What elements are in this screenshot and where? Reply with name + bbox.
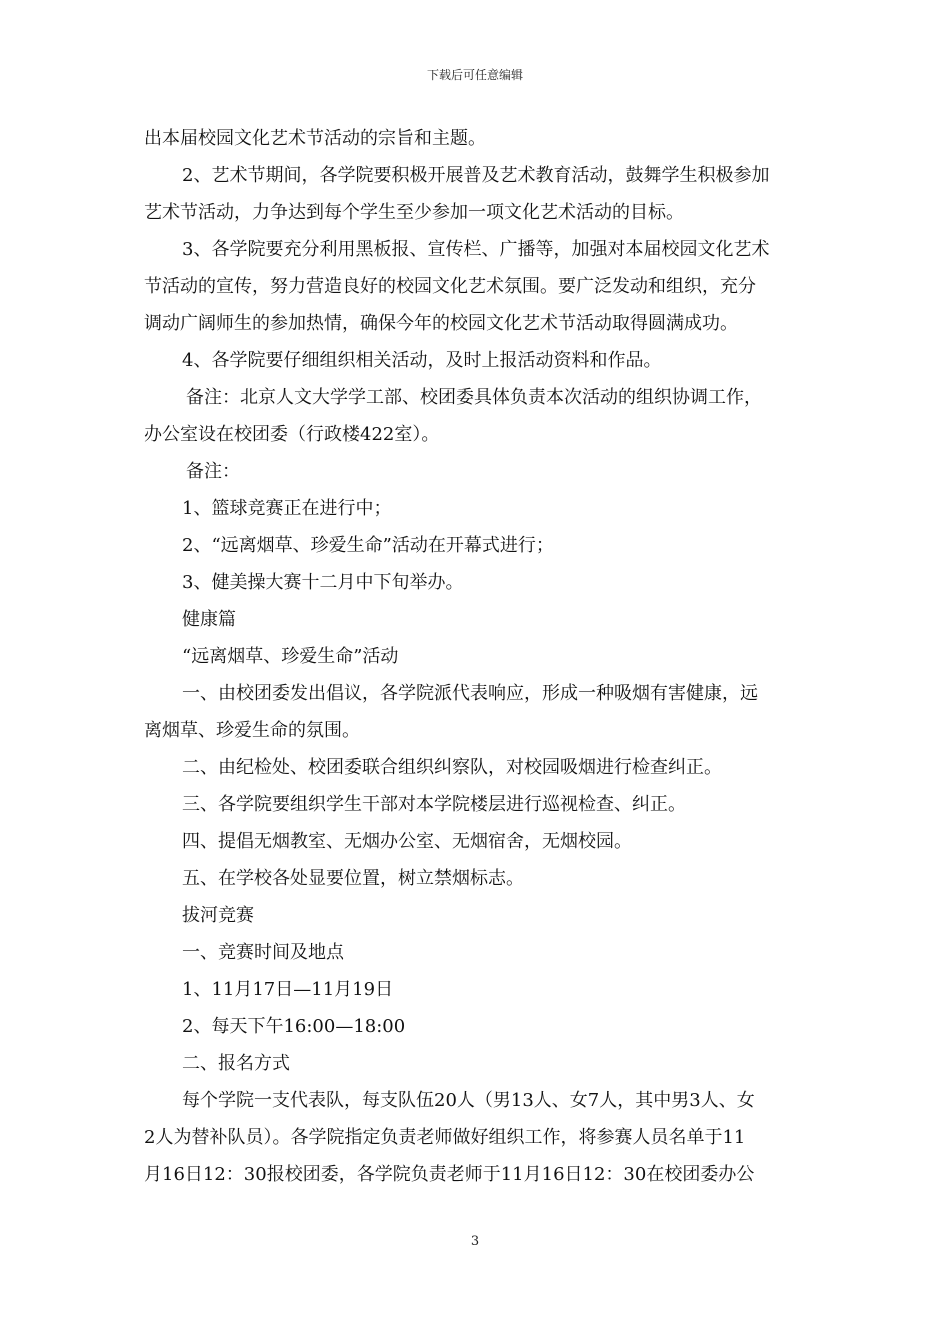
text-line: 出本届校园文化艺术节活动的宗旨和主题。 [144, 128, 486, 149]
text-line: 办公室设在校团委（行政楼422室）。 [144, 424, 440, 445]
text-line: 3、健美操大赛十二月中下旬举办。 [182, 572, 464, 593]
text-line: 备注： [186, 461, 240, 482]
text-line: 3、各学院要充分利用黑板报、宣传栏、广播等，加强对本届校园文化艺术 [182, 239, 770, 260]
page-number: 3 [470, 1234, 480, 1249]
text-line: 艺术节活动，力争达到每个学生至少参加一项文化艺术活动的目标。 [144, 202, 684, 223]
section-heading: 拔河竞赛 [182, 905, 254, 926]
text-line: 每个学院一支代表队，每支队伍20人（男13人、女7人，其中男3人、女 [182, 1090, 755, 1111]
text-line: 1、11月17日—11月19日 [182, 979, 394, 1000]
text-line: 调动广阔师生的参加热情，确保今年的校园文化艺术节活动取得圆满成功。 [144, 313, 738, 334]
section-subheading: “远离烟草、珍爱生命”活动 [182, 646, 399, 667]
text-line: 1、篮球竞赛正在进行中； [182, 498, 392, 519]
text-line: 二、报名方式 [182, 1053, 290, 1074]
text-line: 二、由纪检处、校团委联合组织纠察队，对校园吸烟进行检查纠正。 [182, 757, 722, 778]
document-body [144, 120, 808, 1193]
text-line: 2、艺术节期间，各学院要积极开展普及艺术教育活动，鼓舞学生积极参加 [182, 165, 770, 186]
text-line: 四、提倡无烟教室、无烟办公室、无烟宿舍，无烟校园。 [182, 831, 632, 852]
text-line: 月16日12：30报校团委，各学院负责老师于11月16日12：30在校团委办公 [144, 1164, 755, 1185]
text-line: 离烟草、珍爱生命的氛围。 [144, 720, 360, 741]
text-line: 一、竞赛时间及地点 [182, 942, 344, 963]
text-line: 2人为替补队员）。各学院指定负责老师做好组织工作，将参赛人员名单于11 [144, 1127, 746, 1148]
text-line: 节活动的宣传，努力营造良好的校园文化艺术氛围。要广泛发动和组织，充分 [144, 276, 756, 297]
page-header: 下载后可任意编辑 [426, 68, 523, 82]
text-line: 三、各学院要组织学生干部对本学院楼层进行巡视检查、纠正。 [182, 794, 686, 815]
section-heading: 健康篇 [182, 609, 236, 630]
text-line: 一、由校团委发出倡议，各学院派代表响应，形成一种吸烟有害健康，远 [182, 683, 758, 704]
text-line: 4、各学院要仔细组织相关活动，及时上报活动资料和作品。 [182, 350, 662, 371]
text-line: 2、“远离烟草、珍爱生命”活动在开幕式进行； [182, 535, 554, 556]
text-line: 2、每天下午16:00—18:00 [182, 1016, 406, 1037]
text-line: 备注：北京人文大学学工部、校团委具体负责本次活动的组织协调工作， [186, 387, 762, 408]
text-line: 五、在学校各处显要位置，树立禁烟标志。 [182, 868, 524, 889]
